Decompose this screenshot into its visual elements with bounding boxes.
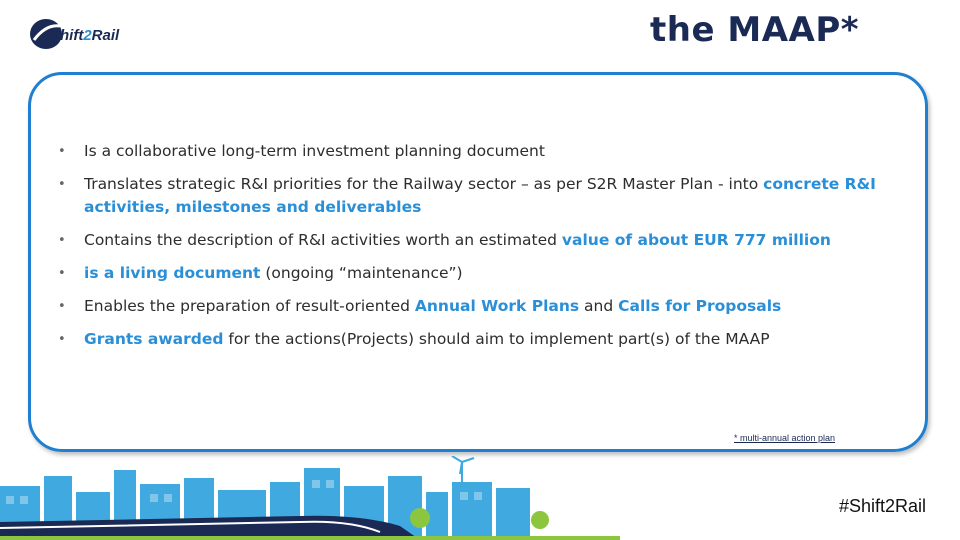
highlighted-text: is a living document <box>84 264 261 282</box>
highlighted-text: Grants awarded <box>84 330 224 348</box>
bullet-text: for the actions(Projects) should aim to implement part(s) of the MAAP <box>223 330 770 348</box>
highlighted-text: Calls for Proposals <box>618 297 782 315</box>
slide-title: the MAAP* <box>650 10 860 50</box>
bullet-item <box>58 229 918 252</box>
city-skyline-train-graphic <box>0 456 620 540</box>
bullet-text: Is a collaborative long-term investment planning document <box>84 142 545 160</box>
bullet-text: Contains the description of R&I activities worth an estimated <box>84 231 562 249</box>
highlighted-text: Annual Work Plans <box>414 297 580 315</box>
bullet-item <box>58 173 918 219</box>
hashtag-label: #Shift2Rail <box>838 496 926 516</box>
bullet-text: Enables the preparation of result-oriented <box>84 297 415 315</box>
bullet-dot: • <box>58 266 66 281</box>
bullet-dot: • <box>58 177 66 192</box>
bullet-item <box>58 328 918 351</box>
bullet-item <box>58 295 918 318</box>
shift2rail-logo <box>26 14 136 54</box>
highlighted-text: concrete R&I activities, milestones and deliverables <box>84 175 876 216</box>
bullet-dot: • <box>58 299 66 314</box>
svg-text:Shift2Rail: Shift2Rail <box>50 27 120 44</box>
bullet-item <box>58 140 918 163</box>
footnote: * multi-annual action plan <box>734 433 836 443</box>
bullet-text: and <box>579 297 619 315</box>
highlighted-text: value of about EUR 777 million <box>561 231 831 249</box>
bullet-text: Translates strategic R&I priorities for the Railway sector – as per S2R Master Plan - into <box>84 175 764 193</box>
bullet-dot: • <box>58 144 66 159</box>
bullet-dot: • <box>58 332 66 347</box>
bullet-dot: • <box>58 233 66 248</box>
bullet-item <box>58 262 918 285</box>
bullet-list <box>58 140 918 361</box>
bullet-text: (ongoing “maintenance”) <box>260 264 463 282</box>
